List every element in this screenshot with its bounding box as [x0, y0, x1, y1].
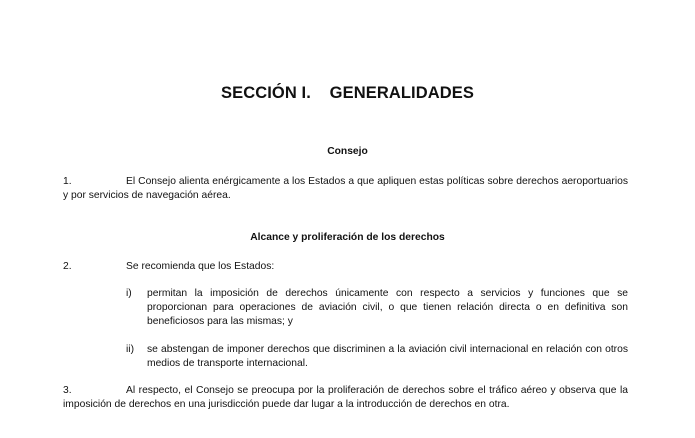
heading-alcance: Alcance y proliferación de los derechos — [250, 232, 445, 243]
heading-consejo: Consejo — [327, 146, 368, 157]
paragraph-1 — [63, 175, 628, 203]
paragraph-text: Al respecto, el Consejo se preocupa por la proliferación de derechos sobre el tráfico aéreo y observa que la imposición de derechos en una jurisdicción puede dar lugar a la introducción de derechos en otra. — [63, 385, 628, 410]
list-item-text: permitan la imposición de derechos únicamente con respecto a servicios y funciones que se proporcionan para operaciones de aviación civil, o que tienen relación directa o en definitiva son beneficiosos para las mismas; y — [147, 288, 628, 327]
list-marker: i) — [126, 288, 132, 299]
paragraph-text: Se recomienda que los Estados: — [126, 261, 275, 272]
paragraph-number: 1. — [63, 176, 72, 187]
list-item-text: se abstengan de imponer derechos que discriminen a la aviación civil internacional en relación con otros medios de transporte internacional. — [147, 344, 628, 369]
list-item-ii — [126, 343, 628, 371]
list-marker: ii) — [126, 344, 135, 355]
section-title: SECCIÓN I. GENERALIDADES — [221, 84, 474, 102]
paragraph-text: El Consejo alienta enérgicamente a los Estados a que apliquen estas políticas sobre derechos aeroportuarios y por servicios de navegación aérea. — [63, 176, 628, 201]
list-item-i — [126, 287, 628, 329]
paragraph-number: 2. — [63, 261, 72, 272]
paragraph-3 — [63, 384, 628, 412]
paragraph-2 — [63, 260, 628, 274]
paragraph-number: 3. — [63, 385, 72, 396]
